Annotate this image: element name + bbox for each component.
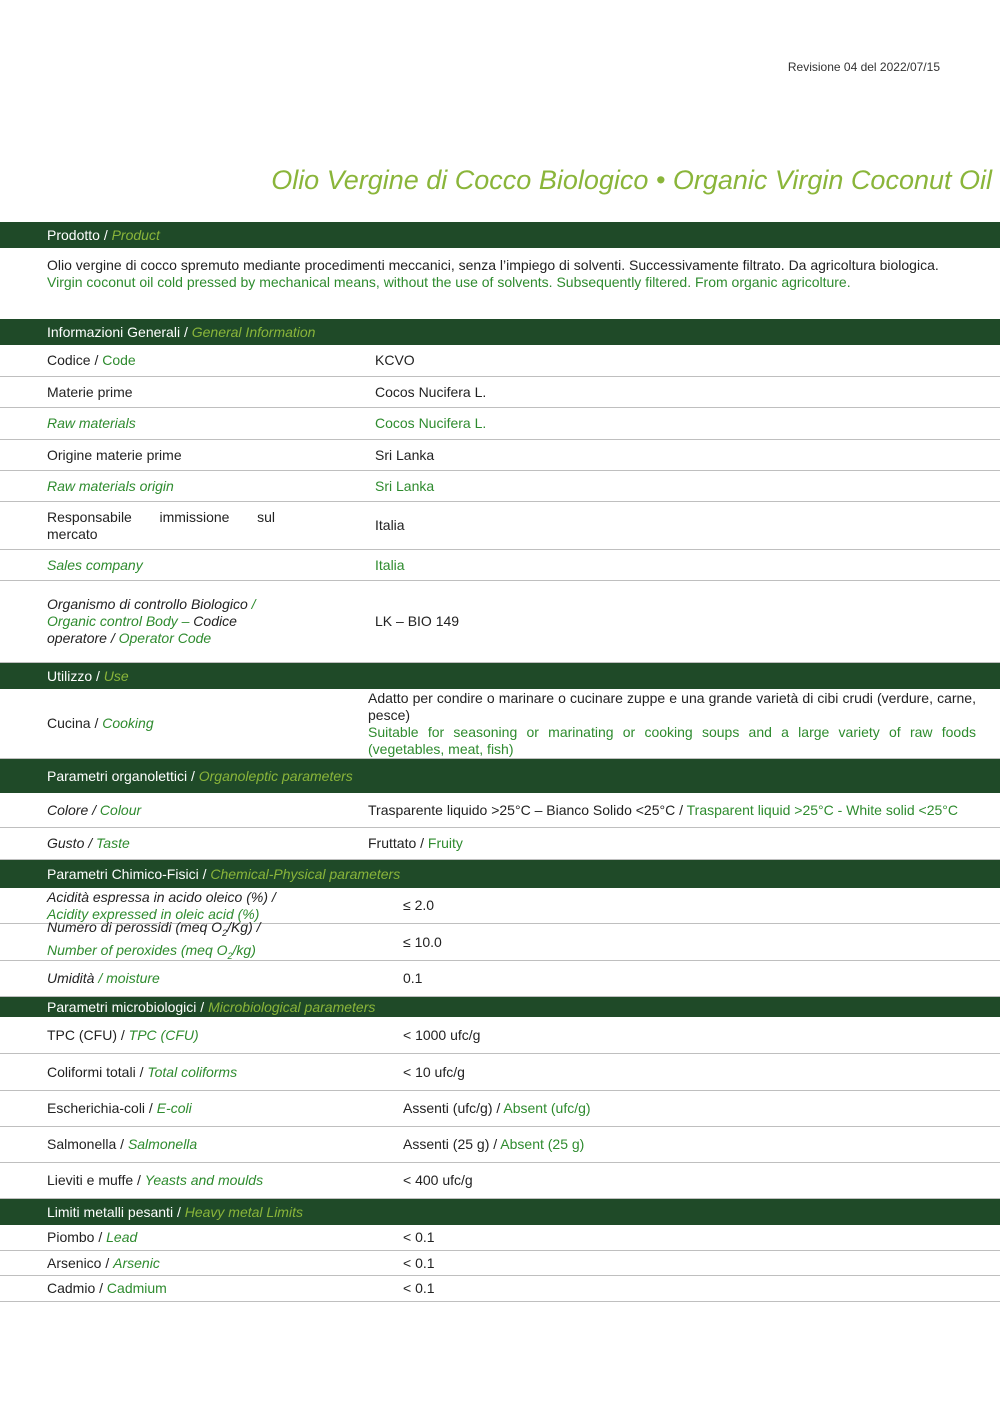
label-it: Coliformi totali / — [47, 1063, 144, 1080]
section-title: Prodotto / — [47, 227, 108, 243]
value — [368, 690, 976, 758]
section-header-product — [0, 222, 1000, 248]
label — [0, 835, 368, 852]
spec-sheet — [0, 222, 1000, 1302]
label — [0, 1064, 403, 1081]
label — [0, 889, 403, 923]
row-moisture — [0, 961, 1000, 997]
label-it: TPC (CFU) / — [47, 1026, 125, 1043]
label — [0, 596, 375, 647]
label-it: Organismo di controllo Biologico — [47, 596, 248, 612]
label — [0, 352, 375, 369]
row-code — [0, 345, 1000, 377]
label-en: Lead — [106, 1229, 138, 1245]
label-en: Cadmium — [106, 1280, 167, 1296]
row-control-body — [0, 581, 1000, 663]
label-it: Codice / — [47, 352, 99, 368]
row-coliforms — [0, 1054, 1000, 1091]
label-en: / moisture — [98, 970, 160, 986]
label — [0, 1172, 403, 1189]
label — [0, 1229, 403, 1246]
row-yeasts — [0, 1163, 1000, 1199]
value — [403, 1136, 584, 1153]
subscript: 2 — [227, 950, 233, 961]
value: ≤ 2.0 — [403, 897, 435, 913]
value: Sri Lanka — [375, 446, 435, 463]
value-it: Adatto per condire o marinare o cucinare zuppe e una grande varietà di cibi crudi (verdure, carne, pesce) — [368, 689, 976, 723]
label — [0, 919, 403, 965]
section-header-chemical — [0, 860, 1000, 888]
product-description — [0, 248, 1000, 319]
value-it: Assenti (ufc/g) / — [403, 1100, 501, 1116]
value: 0.1 — [403, 970, 423, 986]
label-it: Escherichia-coli / — [47, 1100, 153, 1116]
label-part: /Kg) / — [227, 919, 261, 936]
value: < 0.1 — [403, 1229, 435, 1245]
label-en: Taste — [96, 835, 130, 851]
label-it: Acidità espressa in acido oleico (%) / — [47, 888, 276, 905]
value: Italia — [375, 556, 405, 573]
label-it — [47, 919, 403, 942]
section-title: Parametri microbiologici / — [47, 999, 205, 1015]
label — [0, 1280, 403, 1297]
label: Raw materials origin — [47, 477, 174, 494]
section-header-organoleptic — [0, 759, 1000, 793]
label-it-2: Codice operatore / — [47, 613, 237, 646]
value: KCVO — [375, 352, 415, 368]
label-part: /kg) — [232, 942, 256, 958]
row-taste — [0, 828, 1000, 860]
label-en: E-coli — [156, 1100, 192, 1116]
label-en: TPC (CFU) — [128, 1026, 199, 1043]
label — [0, 509, 375, 543]
section-title-en: General Information — [191, 324, 316, 340]
row-origin-en — [0, 471, 1000, 502]
row-lead — [0, 1225, 1000, 1251]
row-arsenic — [0, 1251, 1000, 1276]
label-it: Cadmio / — [47, 1280, 104, 1296]
section-header-use — [0, 663, 1000, 689]
row-raw-materials-en — [0, 408, 1000, 440]
value — [368, 802, 976, 819]
section-title: Informazioni Generali / — [47, 324, 188, 340]
section-header-metals — [0, 1199, 1000, 1225]
label-en: / Organic control Body – — [47, 596, 256, 629]
label-en: Cooking — [102, 715, 154, 731]
label — [0, 1255, 403, 1272]
label — [0, 1100, 403, 1117]
section-title-en: Microbiological parameters — [208, 999, 376, 1015]
value-en: Trasparent liquid >25°C - White solid <25°C — [686, 801, 958, 818]
section-title-en: Organoleptic parameters — [198, 768, 353, 784]
value: Italia — [375, 517, 405, 533]
value: ≤ 10.0 — [403, 933, 442, 950]
value: < 0.1 — [403, 1254, 435, 1271]
value-en: Suitable for seasoning or marinating or cooking soups and a large variety of raw foods (vegetables, meat, fish) — [368, 723, 976, 757]
label-it: Colore / — [47, 801, 97, 818]
value-it: Assenti (25 g) / — [403, 1136, 498, 1152]
row-tpc — [0, 1017, 1000, 1054]
label — [0, 1136, 403, 1153]
description-it: Olio vergine di cocco spremuto mediante procedimenti meccanici, senza l’impiego di solventi. Successivamente filtrato. Da agricoltura biologica. — [47, 257, 939, 273]
label-en — [47, 942, 403, 965]
description-en: Virgin coconut oil cold pressed by mechanical means, without the use of solvents. Subsequently filtered. From organic agricolture. — [47, 274, 851, 290]
row-cadmium — [0, 1276, 1000, 1302]
value: < 400 ufc/g — [403, 1172, 473, 1188]
value: < 1000 ufc/g — [403, 1026, 481, 1043]
section-title: Parametri Chimico-Fisici / — [47, 866, 207, 882]
page-title: Olio Vergine di Cocco Biologico • Organic Virgin Coconut Oil — [271, 165, 992, 195]
label: Raw materials — [47, 415, 136, 431]
label-it: Cucina / — [47, 715, 99, 731]
label-part: Number of peroxides (meq O — [47, 942, 228, 958]
value: Cocos Nucifera L. — [375, 415, 487, 431]
section-header-general — [0, 319, 1000, 345]
value-en: Absent (25 g) — [500, 1136, 585, 1152]
row-cooking — [0, 689, 1000, 759]
label-it: Piombo / — [47, 1229, 103, 1245]
label-it: Salmonella / — [47, 1136, 125, 1152]
label-en: Acidity expressed in oleic acid (%) — [47, 905, 260, 922]
label-it: Lieviti e muffe / — [47, 1172, 141, 1188]
row-raw-materials — [0, 377, 1000, 408]
row-salmonella — [0, 1127, 1000, 1163]
label: Materie prime — [47, 383, 133, 400]
label-part: Numero di perossidi (meq O — [47, 919, 223, 936]
row-ecoli — [0, 1091, 1000, 1127]
section-title-en: Chemical-Physical parameters — [210, 866, 401, 882]
section-title: Limiti metalli pesanti / — [47, 1204, 181, 1220]
label: Sales company — [47, 556, 143, 573]
value: Sri Lanka — [375, 477, 435, 494]
section-title-en: Heavy metal Limits — [184, 1204, 303, 1220]
label-it: Gusto / — [47, 835, 93, 851]
section-title: Utilizzo / — [47, 668, 100, 684]
row-peroxides — [0, 919, 1000, 961]
label — [0, 970, 403, 987]
value: < 0.1 — [403, 1280, 435, 1296]
row-origin — [0, 440, 1000, 471]
label — [0, 802, 368, 819]
value — [403, 1100, 591, 1117]
value-it: Trasparente liquido >25°C – Bianco Solido <25°C / — [368, 801, 683, 818]
section-title-en: Use — [103, 668, 129, 684]
label-en: Arsenic — [113, 1254, 160, 1271]
label-en: Salmonella — [127, 1136, 198, 1152]
row-colour — [0, 793, 1000, 828]
label-en-2: Operator Code — [118, 630, 212, 646]
row-sales-company — [0, 550, 1000, 581]
row-responsible — [0, 502, 1000, 550]
label-en: Total coliforms — [147, 1063, 238, 1080]
label — [0, 715, 368, 732]
label-it: Umidità — [47, 970, 95, 986]
subscript: 2 — [222, 928, 228, 938]
section-header-microbiological — [0, 997, 1000, 1017]
value: LK – BIO 149 — [375, 613, 460, 629]
label-it: Arsenico / — [47, 1254, 110, 1271]
label-en: Yeasts and moulds — [144, 1172, 264, 1188]
label-en: Code — [102, 352, 136, 368]
value: Cocos Nucifera L. — [375, 383, 487, 400]
value — [368, 835, 463, 852]
value-en: Absent (ufc/g) — [503, 1100, 591, 1116]
section-title-en: Product — [111, 227, 160, 243]
label-en: Colour — [99, 801, 142, 818]
revision-label: Revisione 04 del 2022/07/15 — [787, 60, 940, 74]
label-it: Responsabile immissione sul mercato — [47, 508, 275, 542]
label: Origine materie prime — [47, 446, 182, 463]
section-title: Parametri organolettici / — [47, 768, 195, 784]
label — [0, 1027, 403, 1044]
value: < 10 ufc/g — [403, 1063, 465, 1080]
value-en: Fruity — [427, 835, 463, 851]
value-it: Fruttato / — [368, 835, 425, 851]
